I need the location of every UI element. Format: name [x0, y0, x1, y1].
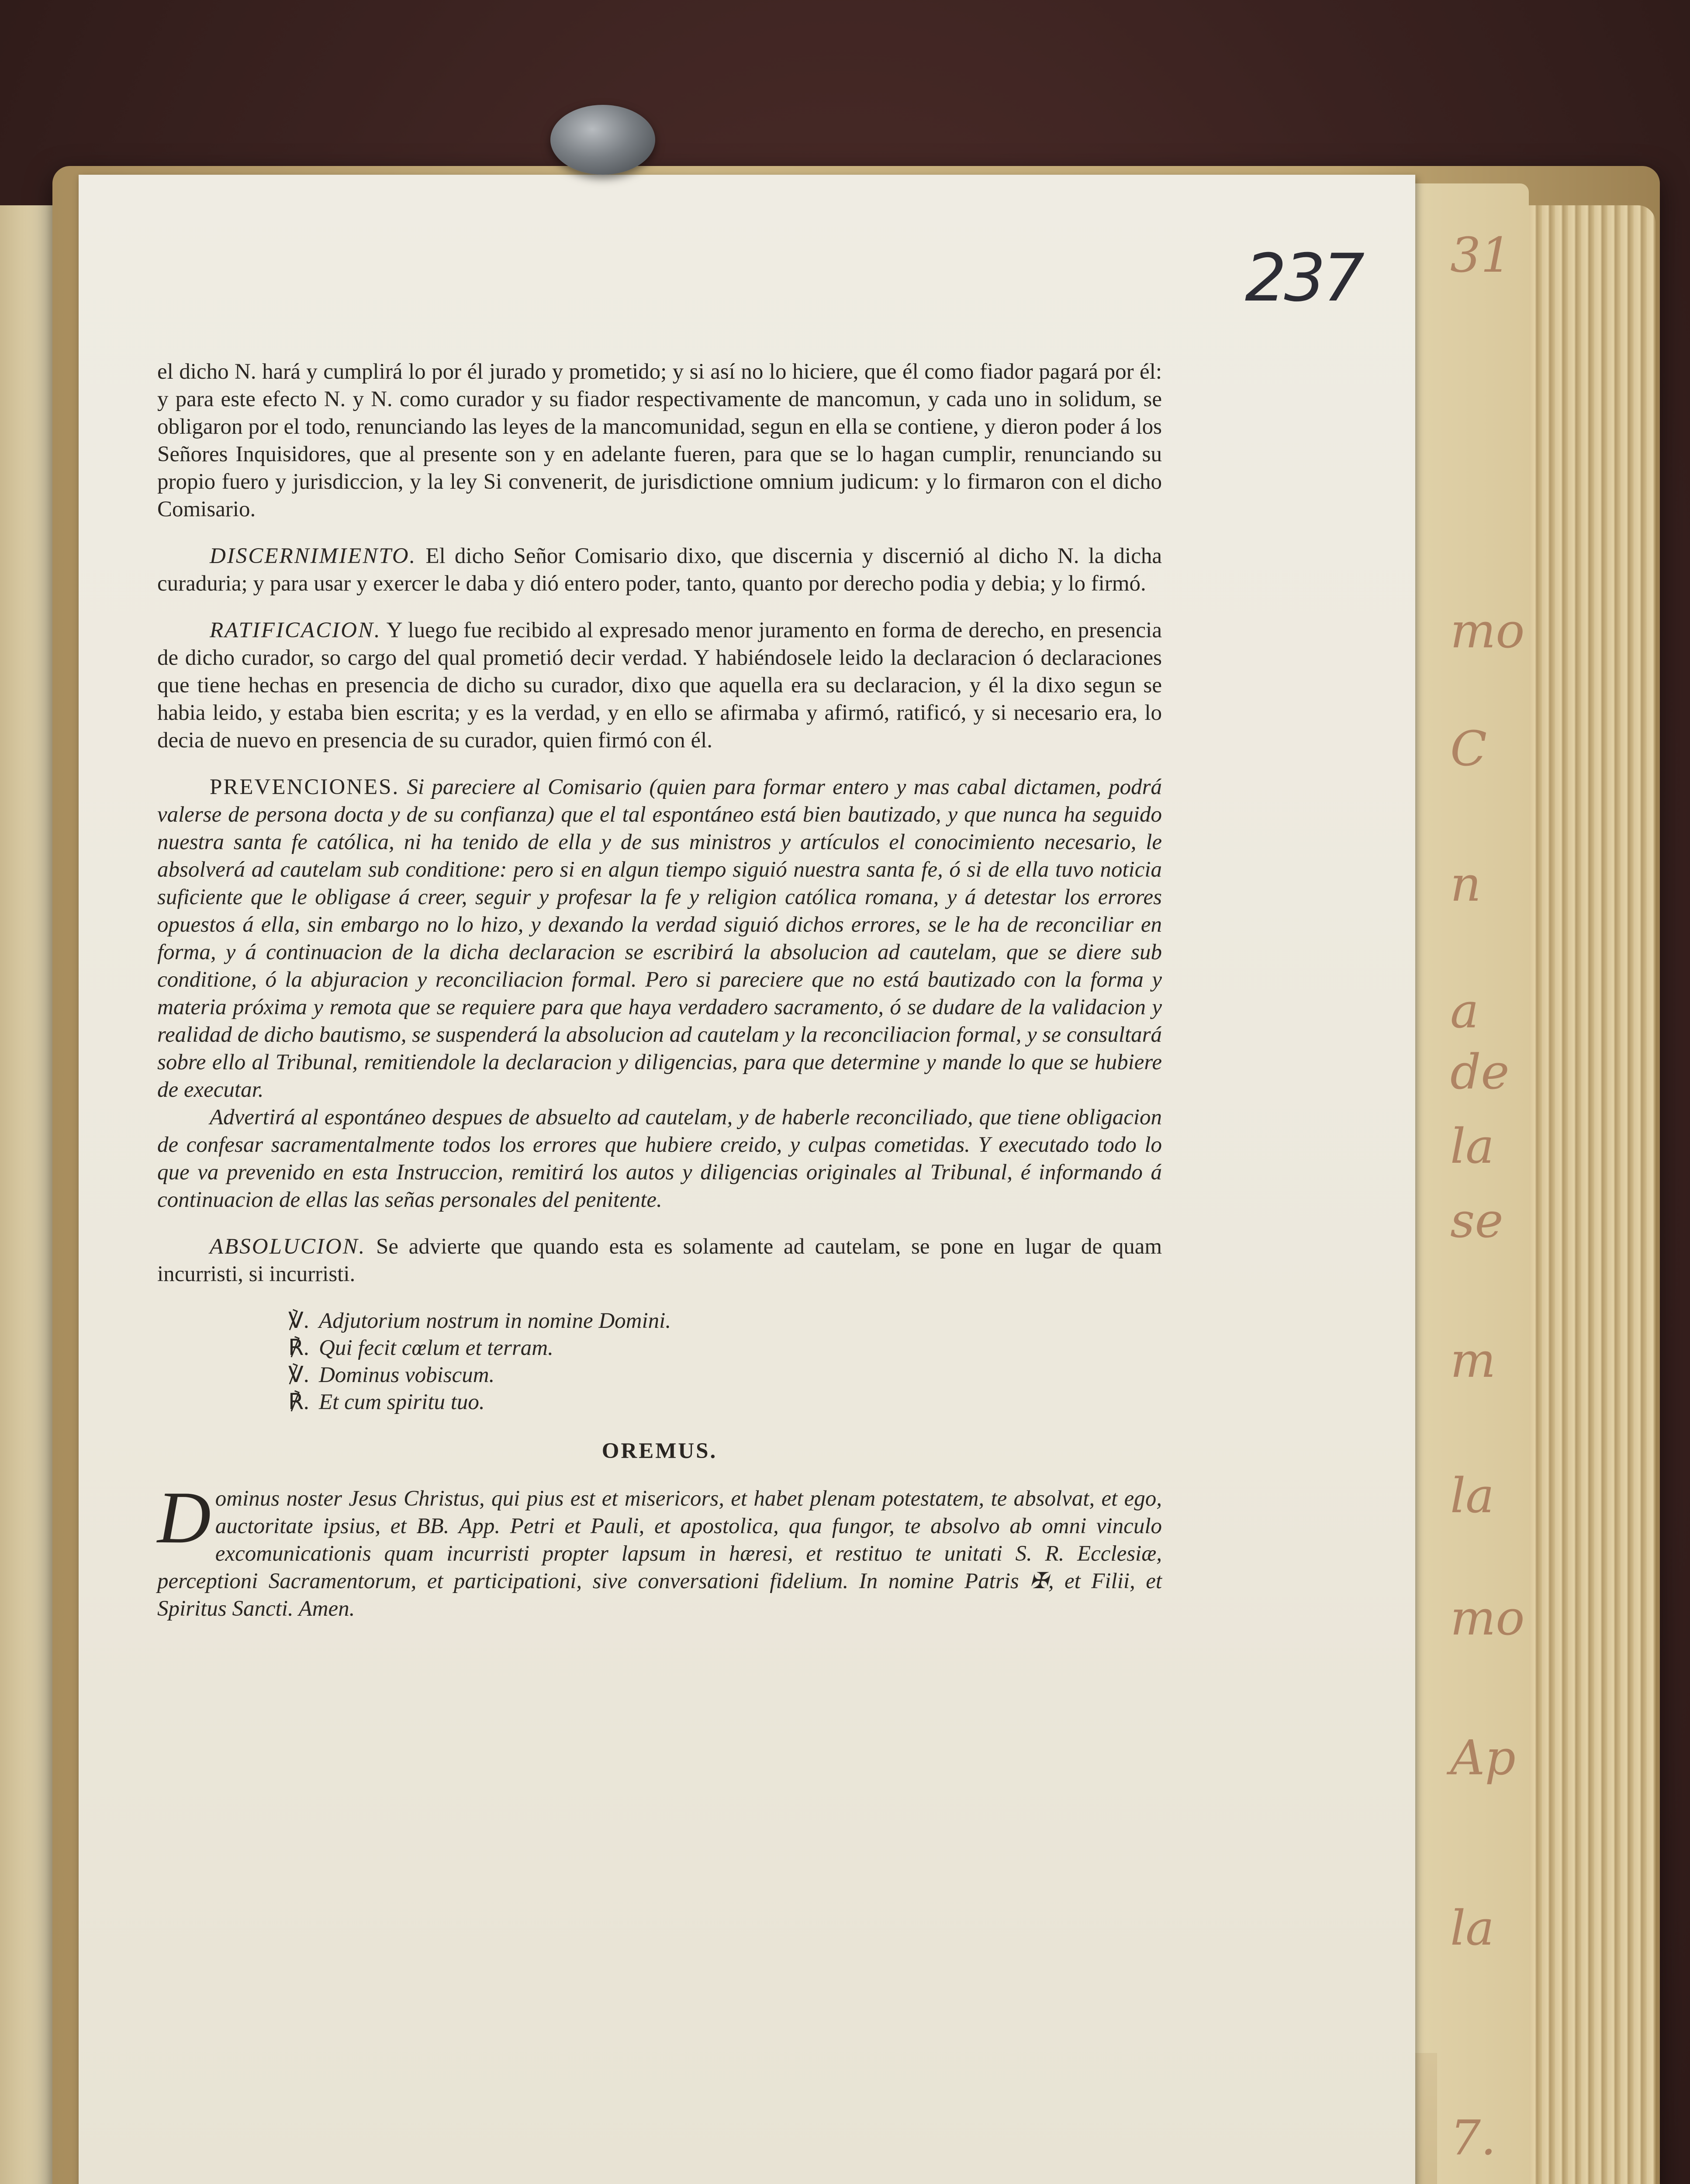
margin-note: se: [1450, 1192, 1503, 1248]
versicle-text: Qui fecit cœlum et terram.: [319, 1336, 553, 1360]
folio-number: 237: [1245, 240, 1362, 316]
oremus-heading: OREMUS.: [601, 1439, 718, 1463]
section-ratificacion: [157, 617, 1162, 754]
margin-note: Ap: [1450, 1730, 1516, 1786]
versicle-text: Adjutorium nostrum in nomine Domini.: [319, 1309, 671, 1333]
margin-note: mo: [1450, 1590, 1525, 1646]
paragraph-curador: el dicho N. hará y cumplirá lo por él jurado y prometido; y si así no lo hiciere, que él como fiador pagará por él: y para este efecto N. y N. como curador y su fiador respectivamente de mancomun, y cada uno in solidum, se obligaron por el todo, renunciando las leyes de la mancomunidad, segun en ella se contiene, y dieron poder á los Señores Inquisidores, que al presente son y en adelante fueren, para que se lo hagan cumplir, renunciando su propio fuero y jurisdiccion, y la ley Si convenerit, de jurisdictione omnium judicum: y lo firmaron con el dicho Comisario.: [157, 359, 1162, 522]
versicle-text: Et cum spiritu tuo.: [319, 1390, 485, 1414]
margin-note: la: [1450, 1468, 1494, 1524]
section-prevenciones: [157, 774, 1162, 1104]
margin-note: 31: [1450, 227, 1511, 283]
drop-cap-initial: D: [157, 1476, 211, 1559]
response-symbol: ℟.: [288, 1390, 309, 1414]
section-heading: RATIFICACION.: [210, 618, 381, 643]
section-heading: PREVENCIONES.: [210, 775, 400, 799]
section-body: Y luego fue recibido al expresado menor juramento en forma de derecho, en presencia de dicho curador, so cargo del qual prometió decir verdad. Y habiéndosele leido la declaracion ó declaraciones que tiene hechas en presencia de dicho su curador, dixo que aquella era su declaracion, y él la dixo segun se habia leido, y estaba bien escrita; y es la verdad, y en ello se afirmaba y afirmó, ratificó, y si necesario era, lo decia de nuevo en presencia de su curador, quien firmó con él.: [157, 618, 1162, 753]
section-absolucion: [157, 1233, 1162, 1288]
margin-note: m: [1450, 1332, 1496, 1388]
versicle-line: [288, 1362, 1162, 1389]
section-heading: DISCERNIMIENTO.: [210, 544, 417, 568]
versicle-text: Dominus vobiscum.: [319, 1363, 495, 1387]
margin-note: la: [1450, 1900, 1494, 1956]
paragraph-advertira: Advertirá al espontáneo despues de absuelto ad cautelam, y de haberle reconciliado, que tiene obligacion de confesar sacramentalmente todos los errores que hubiere creido, y culpas cometidas. Y executado todo lo que va prevenido en esta Instruccion, remitirá los autos y diligencias originales al Tribunal, é informando á continuacion de ellas las señas personales del penitente.: [157, 1105, 1162, 1212]
section-body: Se advierte que quando esta es solamente ad cautelam, se pone en lugar de quam incurristi, si incurristi.: [157, 1234, 1162, 1286]
printed-page: [79, 175, 1415, 2184]
metal-tack-top: [550, 105, 655, 175]
margin-note: a: [1450, 983, 1479, 1039]
absolution-prayer: [157, 1476, 1162, 1623]
margin-note: C: [1450, 721, 1487, 777]
versicle-line: [288, 1389, 1162, 1416]
versicle-line: [288, 1334, 1162, 1362]
versicle-symbol: ℣.: [288, 1309, 309, 1333]
response-symbol: ℟.: [288, 1336, 309, 1360]
margin-note: n: [1450, 856, 1481, 912]
page-text: [157, 358, 1162, 1642]
section-body: El dicho Señor Comisario dixo, que discernia y discernió al dicho N. la dicha curaduria; y para usar y exercer le daba y dió entero poder, tanto, quanto por derecho podia y debia; y lo firmó.: [157, 544, 1162, 596]
margin-note: 7.: [1450, 2110, 1496, 2166]
versicle-symbol: ℣.: [288, 1363, 309, 1387]
section-body: Si pareciere al Comisario (quien para formar entero y mas cabal dictamen, podrá valerse de persona docta y de su confianza) que el tal espontáneo está bien bautizado, y que nunca ha seguido nuestra santa fe católica, ni ha tenido de ella y de sus ministros y artículos el conocimiento necesario, le absolverá ad cautelam sub conditione: pero si en algun tiempo siguió nuestra santa fe, ó si de ella tuvo noticia suficiente que le obligase á creer, seguir y profesar la fe y religion católica romana, y á detestar los errores opuestos á ella, sin embargo no lo hizo, y dexando la verdad siguió dichos errores, se le ha de reconciliar en forma, y á continuacion de la dicha declaracion se escribirá la absolucion ad cautelam, que se diere sub conditione, ó la abjuracion y reconciliacion formal. Pero si pareciere que no está bautizado con la forma y materia próxima y remota que se requiere para que haya verdadero sacramento, ó se dudare de la validacion y realidad de dicho bautismo, se suspenderá la absolucion ad cautelam y la reconciliacion formal, y se consultará sobre ello al Tribunal, remitiendole la declaracion y diligencias, para que determine y mande lo que se hubiere de executar.: [157, 775, 1162, 1102]
section-heading: ABSOLUCION.: [210, 1234, 366, 1259]
section-discernimiento: [157, 543, 1162, 598]
margin-note: la: [1450, 1118, 1494, 1174]
prayer-text: ominus noster Jesus Christus, qui pius est et misericors, et habet plenam potestatem, te absolvat, et ego, auctoritate ipsius, et BB. App. Petri et Pauli, et apostolica, qua fungor, te absolvo ab omni vinculo excomunicationis quam incurristi propter lapsum in hæresi, et restituo te unitati S. R. Ecclesiæ, perceptioni Sacramentorum, et participationi, sive conversationi fidelium. In nomine Patris ✠, et Filii, et Spiritus Sancti. Amen.: [157, 1486, 1162, 1621]
margin-note: de: [1450, 1044, 1510, 1100]
versicle-list: [157, 1307, 1162, 1416]
margin-note: mo: [1450, 603, 1525, 659]
versicle-line: [288, 1307, 1162, 1334]
